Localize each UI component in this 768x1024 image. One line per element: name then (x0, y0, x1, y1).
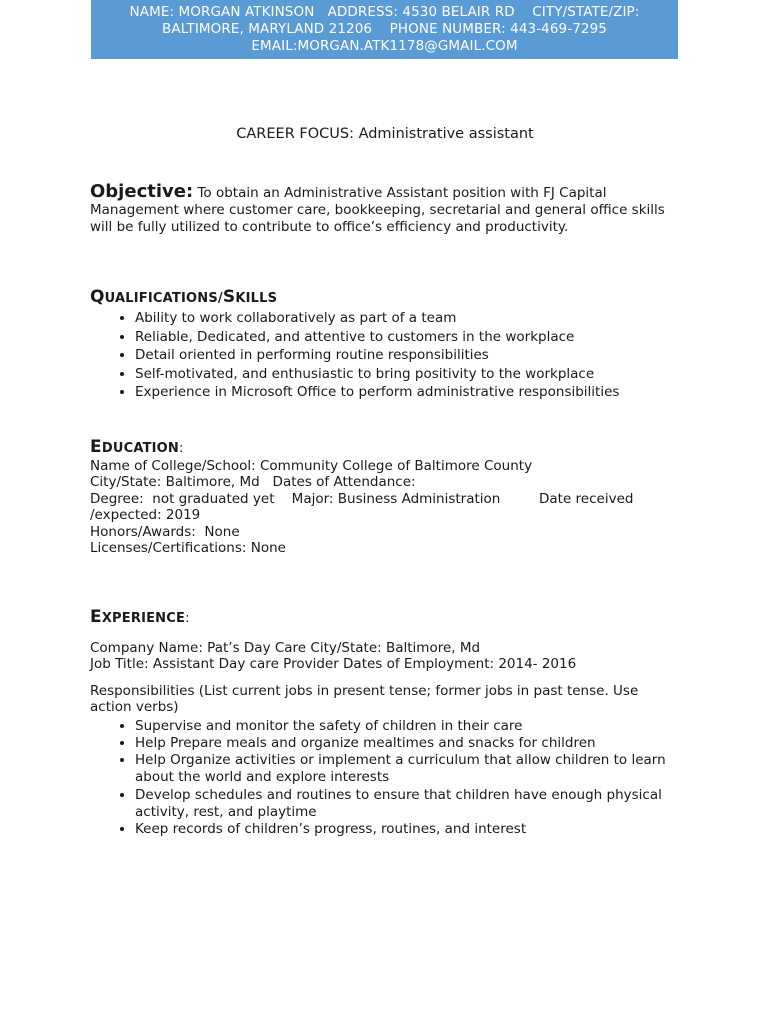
objective-label: Objective: (90, 181, 194, 202)
experience-responsibilities-intro: Responsibilities (List current jobs in present tense; former jobs in past tense. Use action verbs) (90, 682, 639, 715)
list-item: • Ability to work collaboratively as part of a team (135, 309, 680, 328)
contact-line-3: EMAIL:MORGAN.ATK1178@GMAIL.COM (251, 38, 518, 54)
experience-heading: EXPERIENCE: (90, 607, 190, 627)
list-item: • Keep records of children’s progress, routines, and interest (135, 821, 680, 838)
list-item: • Supervise and monitor the safety of children in their care (135, 718, 680, 735)
list-item: • Reliable, Dedicated, and attentive to customers in the workplace (135, 328, 680, 347)
education-honors: Honors/Awards: None (90, 523, 240, 540)
education-city: City/State: Baltimore, Md Dates of Attendance: (90, 474, 416, 490)
experience-job-title: Job Title: Assistant Day care Provider Dates of Employment: 2014- 2016 (90, 656, 577, 672)
qualifications-section (90, 287, 680, 402)
list-item: • Help Prepare meals and organize mealtimes and snacks for children (135, 735, 680, 752)
responsibilities-list (90, 718, 680, 839)
contact-line-2: BALTIMORE, MARYLAND 21206 PHONE NUMBER: 443-469-7295 (162, 21, 607, 37)
education-heading: EDUCATION: (90, 437, 184, 457)
qualifications-list (90, 309, 680, 402)
education-school: Name of College/School: Community College of Baltimore County (90, 457, 533, 474)
contact-line-1: NAME: MORGAN ATKINSON ADDRESS: 4530 BELAIR RD CITY/STATE/ZIP: (129, 4, 640, 20)
education-section (90, 439, 680, 557)
education-expected: /expected: 2019 (90, 507, 201, 523)
education-licenses: Licenses/Certifications: None (90, 540, 286, 556)
education-degree: Degree: not graduated yet Major: Business Administration Date received (90, 490, 634, 507)
list-item: • Develop schedules and routines to ensure that children have enough physical activity, rest, and playtime (135, 787, 680, 822)
list-item: • Help Organize activities or implement a curriculum that allow children to learn about the world and explore interests (135, 752, 680, 787)
objective-text: To obtain an Administrative Assistant position with FJ Capital Management where customer care, bookkeeping, secretarial and general office skills will be fully utilized to contribute to office’s efficiency and productivity. (90, 185, 665, 235)
contact-header (91, 0, 678, 59)
qualifications-heading: QUALIFICATIONS/SKILLS (90, 287, 278, 307)
objective-section (90, 183, 680, 236)
experience-company: Company Name: Pat’s Day Care City/State: Baltimore, Md (90, 639, 481, 656)
list-item: • Experience in Microsoft Office to perform administrative responsibilities (135, 383, 680, 402)
career-focus: CAREER FOCUS: Administrative assistant (236, 126, 534, 142)
list-item: • Detail oriented in performing routine responsibilities (135, 346, 680, 365)
list-item: • Self-motivated, and enthusiastic to bring positivity to the workplace (135, 365, 680, 384)
experience-section (90, 609, 680, 839)
